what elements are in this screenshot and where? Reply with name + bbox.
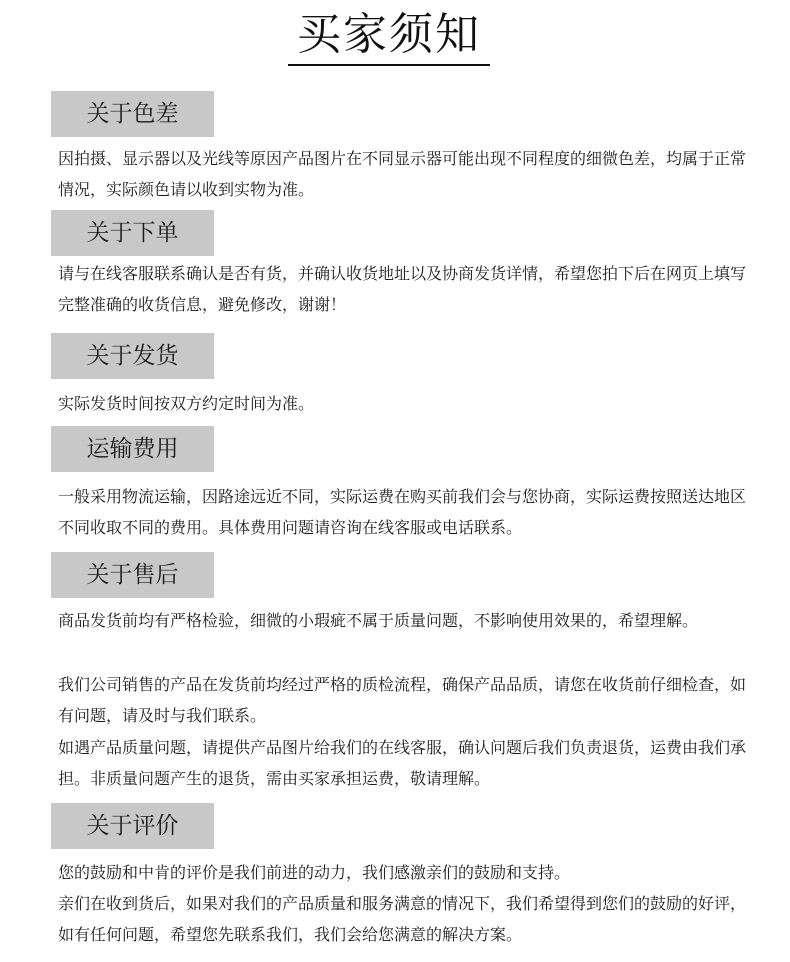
- section-heading-after-sales: 关于售后: [51, 552, 214, 598]
- paragraph-reviews-2: 亲们在收到货后，如果对我们的产品质量和服务满意的情况下，我们希望得到您们的鼓励的好评，如有任何问题，希望您先联系我们，我们会给您满意的解决方案。: [58, 894, 747, 944]
- section-heading-reviews: 关于评价: [51, 803, 214, 849]
- paragraph-reviews-1: 您的鼓励和中肯的评价是我们前进的动力，我们感激亲们的鼓励和支持。: [58, 863, 571, 882]
- section-heading-ordering: 关于下单: [51, 210, 214, 256]
- section-heading-color-difference: 关于色差: [51, 91, 214, 137]
- paragraph-after-sales-2: 我们公司销售的产品在发货前均经过严格的质检流程，确保产品品质，请您在收货前仔细检查，如有问题，请及时与我们联系。: [58, 675, 747, 725]
- paragraph-after-sales-1: 商品发货前均有严格检验，细微的小瑕疵不属于质量问题，不影响使用效果的，希望理解。: [58, 611, 699, 630]
- paragraph-color-difference: 因拍摄、显示器以及光线等原因产品图片在不同显示器可能出现不同程度的细微色差，均属于正常情况，实际颜色请以收到实物为准。: [58, 149, 747, 199]
- paragraph-after-sales-3: 如遇产品质量问题，请提供产品图片给我们的在线客服，确认问题后我们负责退货，运费由我们承担。非质量问题产生的退货，需由买家承担运费，敬请理解。: [58, 738, 747, 788]
- section-heading-freight-cost: 运输费用: [51, 426, 214, 472]
- page-title: 买家须知: [288, 6, 490, 66]
- paragraph-freight-cost: 一般采用物流运输，因路途远近不同，实际运费在购买前我们会与您协商，实际运费按照送达地区不同收取不同的费用。具体费用问题请咨询在线客服或电话联系。: [58, 487, 747, 537]
- section-heading-shipping: 关于发货: [51, 333, 214, 379]
- paragraph-shipping: 实际发货时间按双方约定时间为准。: [58, 394, 315, 413]
- paragraph-ordering: 请与在线客服联系确认是否有货，并确认收货地址以及协商发货详情，希望您拍下后在网页上填写完整准确的收货信息，避免修改，谢谢！: [58, 264, 747, 314]
